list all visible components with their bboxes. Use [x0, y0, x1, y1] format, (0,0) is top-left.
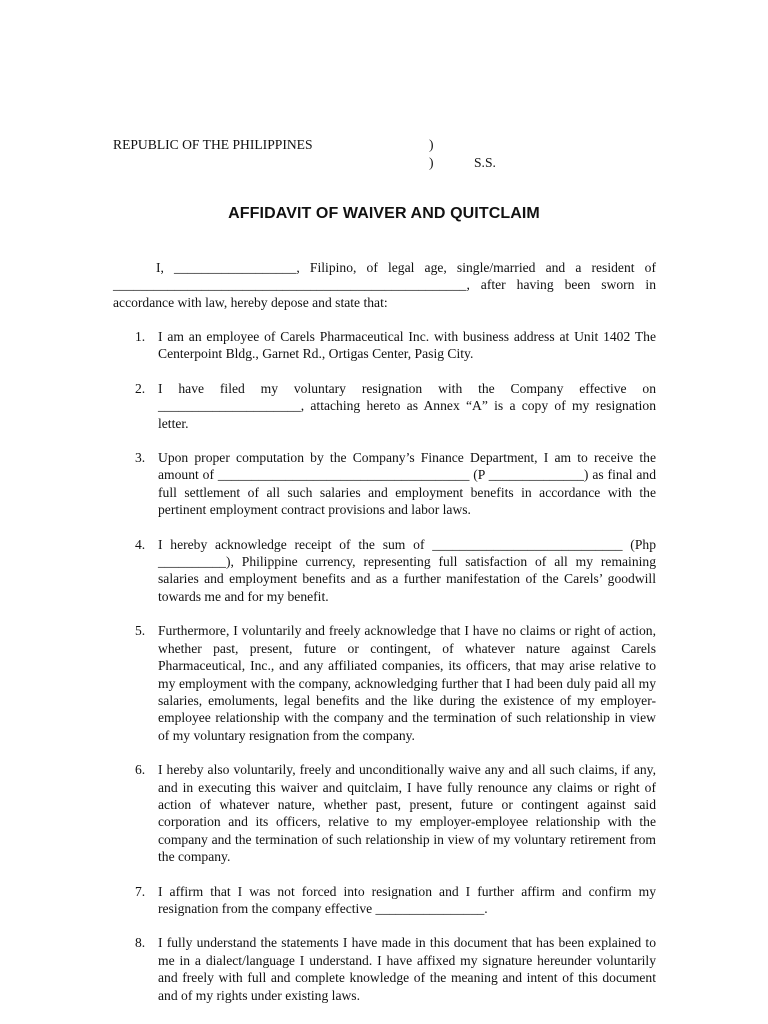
venue-line-2 — [113, 154, 533, 172]
statement-text: Furthermore, I voluntarily and freely acknowledge that I have no claims or right of action, whether past, present, future or contingent, of whatever nature against Carels Pharmaceutical, Inc., and any affiliated companies, its officers, that may arise relative to my employment with the company, acknowledging further that I had been duly paid all my salaries, emoluments, legal benefits and the like during the existence of my employer-employee relationship with the company and the termination of such relationship in view of my voluntary resignation from the company. — [158, 623, 656, 743]
statement-item — [113, 449, 656, 519]
statement-text: Upon proper computation by the Company’s Finance Department, I am to receive the amount of _____________________________________ (P ______________) as final and full settlement of all such salaries and employment benefits in accordance with the pertinent employment contract provisions and labor laws. — [158, 450, 656, 518]
ss-label: S.S. — [474, 155, 496, 170]
statement-item — [113, 622, 656, 744]
statement-text: I am an employee of Carels Pharmaceutical Inc. with business address at Unit 1402 The Centerpoint Bldg., Garnet Rd., Ortigas Center, Pasig City. — [158, 329, 656, 362]
statement-list — [113, 328, 656, 1004]
statement-text: I fully understand the statements I have made in this document that has been explained to me in a dialect/language I understand. I have affixed my signature hereunder voluntarily and freely with full and complete knowledge of the meaning and intent of this document and of my rights under existing laws. — [158, 935, 656, 1003]
intro-paragraph: I, __________________, Filipino, of legal age, single/married and a resident of ____________________________________________________, after having been sworn in accordance with law, hereby depose and state that: — [113, 260, 656, 310]
statement-number: 2. — [135, 380, 146, 396]
statement-item — [113, 761, 656, 865]
statement-item — [113, 380, 656, 432]
venue-paren-1: ) — [429, 137, 434, 152]
statement-text: I affirm that I was not forced into resignation and I further affirm and confirm my resignation from the company effective ________________. — [158, 883, 656, 916]
statement-number: 8. — [135, 935, 146, 951]
statement-item — [113, 883, 656, 918]
statement-item — [113, 328, 656, 363]
statement-item — [113, 934, 656, 1004]
republic-label: REPUBLIC OF THE PHILIPPINES — [113, 137, 313, 152]
document-title: AFFIDAVIT OF WAIVER AND QUITCLAIM — [228, 205, 540, 222]
statement-text: I have filed my voluntary resignation with the Company effective on _____________________, attaching hereto as Annex “A” is a copy of my resignation letter. — [158, 380, 656, 431]
statement-text: I hereby also voluntarily, freely and unconditionally waive any and all such claims, if any, and in executing this waiver and quitclaim, I have fully renounce any claims or right of action of whatever nature, whether past, present, future or contingent against said corporation and its officers, relative to my employer-employee relationship with the company and the termination of such relationship in view of my voluntary retirement from the company. — [158, 762, 656, 865]
statement-number: 6. — [135, 762, 146, 778]
statement-number: 7. — [135, 883, 146, 899]
venue-paren-2: ) — [429, 155, 434, 170]
statement-number: 4. — [135, 536, 146, 552]
statement-number: 5. — [135, 623, 146, 639]
statement-number: 1. — [135, 329, 146, 344]
venue-line-1 — [113, 136, 533, 154]
statement-item — [113, 536, 656, 606]
statement-text: I hereby acknowledge receipt of the sum of ____________________________ (Php __________), Philippine currency, representing full satisfaction of all my remaining salaries and employment benefits and as a further manifestation of the Carels’ goodwill towards me and for my benefit. — [158, 536, 656, 604]
statement-number: 3. — [135, 450, 146, 466]
